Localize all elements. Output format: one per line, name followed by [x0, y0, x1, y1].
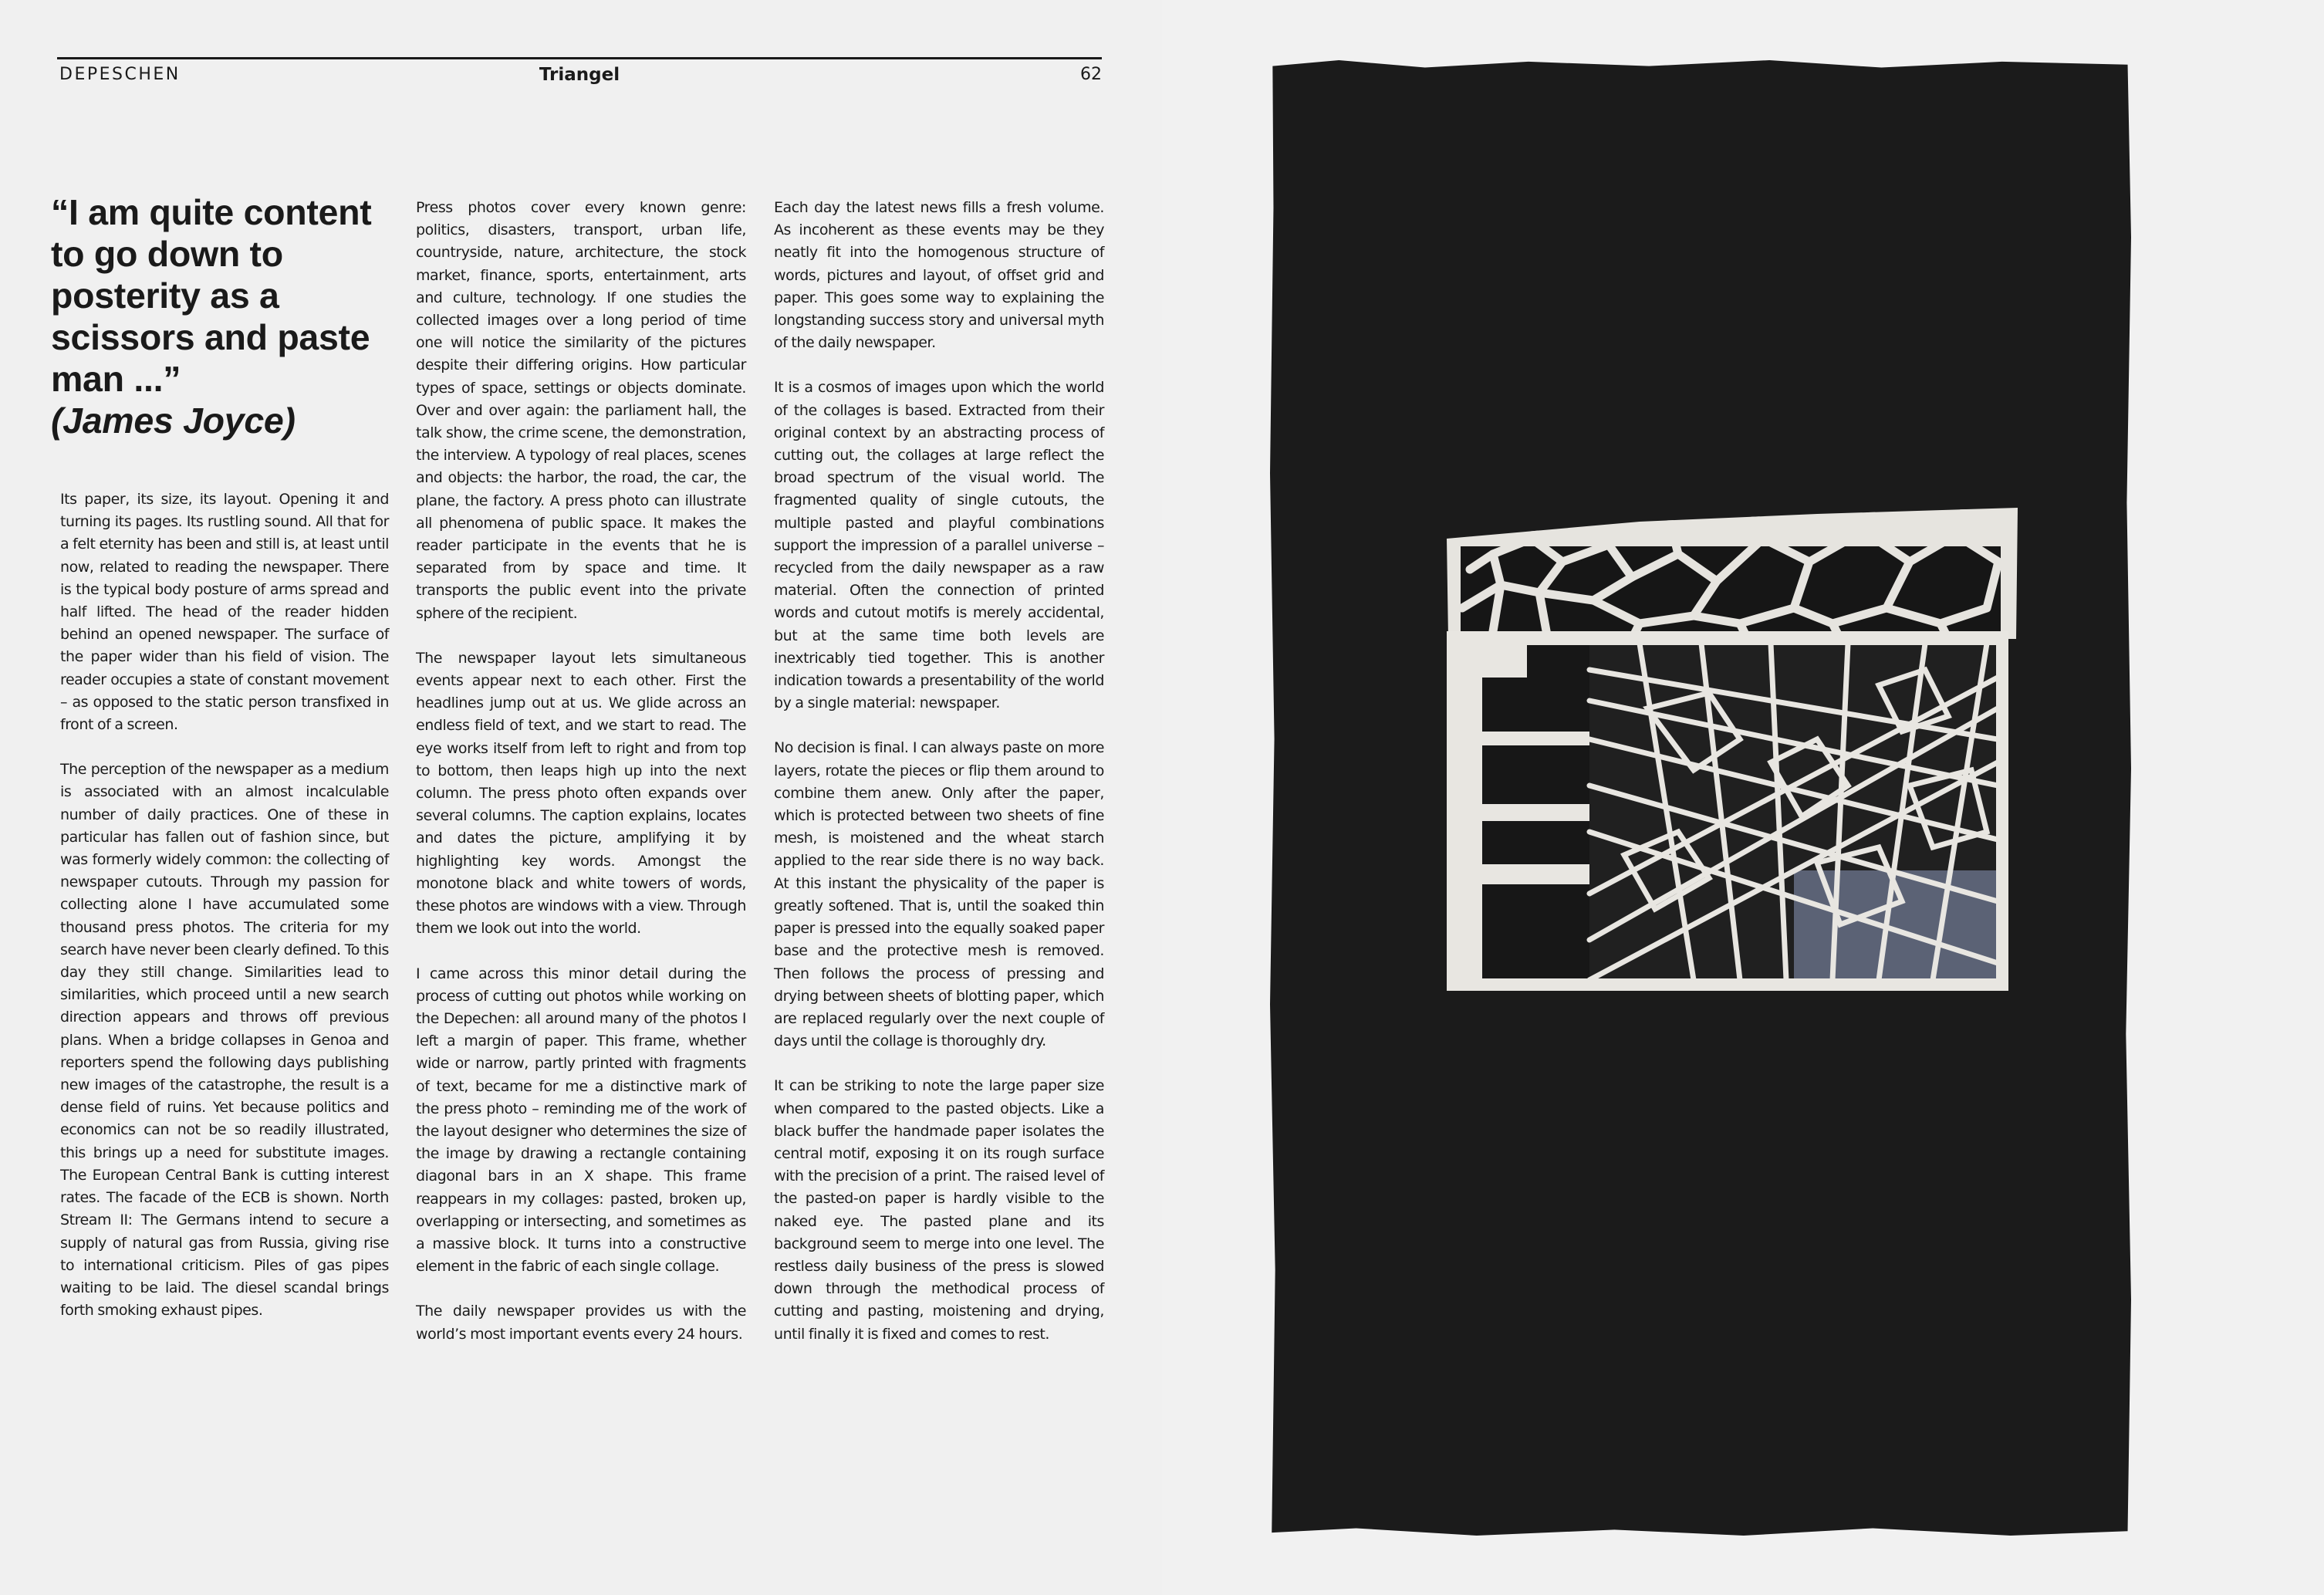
text-column-2	[416, 197, 746, 1346]
text-column-3	[774, 197, 1104, 1346]
page-number: 62	[1080, 65, 1102, 84]
paragraph: The daily newspaper provides us with the world’s most important events every 24 hours.	[416, 1303, 746, 1343]
paragraph: The perception of the newspaper as a medium is associated with an almost incalculable number of daily practices. One of these in particular has fallen out of fashion since, but was formerly widely common: the collecting of newspaper cutouts. Through my passion for collecting alone I have accumulated some thousand press photos. The criteria for my search have never been clearly defined. To this day they still change. Similarities lead to similarities, which proceed until a new search direction appears and throws off previous plans. When a bridge collapses in Genoa and reporters spend the following days publishing new images of the catastrophe, the result is a dense field of ruins. Yet because politics and economics can not be so readily illustrated, this brings up a need for substitute images. The European Central Bank is cutting interest rates. The facade of the ECB is shown. North Stream II: The Germans intend to secure a supply of natural gas from Russia, giving rise to international criticism. Piles of gas pipes waiting to be laid. The diesel scandal brings forth smoking exhaust pipes.	[60, 761, 389, 1320]
paragraph: The newspaper layout lets simultaneous events appear next to each other. First the headlines jump out at us. We glide across an endless field of text, and we start to read. The eye works itself from left to right and from top to bottom, then leaps high up into the next column. The press photo often expands over several columns. The caption explains, locates and dates the picture, amplifying it by highlighting key words. Amongst the monotone black and white towers of words, these photos are windows with a view. Through them we look out into the world.	[416, 649, 746, 938]
quote-author: (James Joyce)	[51, 400, 296, 441]
section-name: DEPESCHEN	[59, 65, 181, 84]
collage-artwork	[1447, 508, 2018, 991]
paragraph: Each day the latest news fills a fresh volume. As incoherent as these events may be they neatly fit into the homogenous structure of words, pictures and layout, of offset grid and paper. This goes some way to explaining the longstanding success story and universal myth of the daily newspaper.	[774, 199, 1104, 352]
paragraph: It can be striking to note the large paper size when compared to the pasted objects. Like a black buffer the handmade paper isolates the central motif, exposing it on its rough surface with the precision of a print. The raised level of the pasted-on paper is hardly visible to the naked eye. The pasted plane and its background seem to merge into one level. The restless daily business of the press is slowed down through the methodical process of cutting and pasting, moistening and drying, until finally it is fixed and comes to rest.	[774, 1077, 1104, 1343]
article-title: Triangel	[539, 65, 620, 85]
paragraph: Press photos cover every known genre: politics, disasters, transport, urban life, countryside, nature, architecture, the stock market, finance, sports, entertainment, arts and culture, technology. If one studies the collected images over a long period of time one will notice the similarity of the pictures despite their differing origins. How particular types of space, settings or objects dominate. Over and over again: the parliament hall, the talk show, the crime scene, the demonstration, the interview. A typology of real places, scenes and objects: the harbor, the road, the car, the plane, the factory. A press photo can illustrate all phenomena of public space. It makes the reader participate in the events that he is separated from by space and time. It transports the public event into the private sphere of the recipient.	[416, 199, 746, 622]
paragraph: No decision is final. I can always paste on more layers, rotate the pieces or flip them around to combine them anew. Only after the paper, which is protected between two sheets of fine mesh, is moistened and the wheat starch applied to the rear side there is no way back. At this instant the physicality of the paper is greatly softened. That is, until the soaked thin paper is pressed into the equally soaked paper base and the protective mesh is removed. Then follows the process of pressing and drying between sheets of blotting paper, which are replaced regularly over the next couple of days until the collage is thoroughly dry.	[774, 739, 1104, 1050]
paragraph: I came across this minor detail during the process of cutting out photos while working on the Depechen: all around many of the photos I left a margin of paper. This frame, whether wide or narrow, partly printed with fragments of text, became for me a distinctive mark of the press photo – reminding me of the work of the layout designer who determines the size of the image by drawing a rectangle containing diagonal bars in an X shape. This frame reappears in my collages: pasted, broken up, overlapping or intersecting, and sometimes as a massive block. It turns into a constructive element in the fabric of each single collage.	[416, 965, 746, 1276]
quote-text: “I am quite content to go down to posterity as a scissors and paste man ...”	[51, 192, 372, 399]
paragraph: It is a cosmos of images upon which the world of the collages is based. Extracted from their original context by an abstracting process of cutting out, the collages at large reflect the broad spectrum of the visual world. The fragmented quality of single cutouts, the multiple pasted and playful combinations support the impression of a parallel universe – recycled from the daily newspaper as a raw material. Often the connection of printed words and cutout motifs is merely accidental, but at the same time both levels are inextricably tied together. This is another indication towards a presentability of the world by a single material: newspaper.	[774, 379, 1104, 712]
paragraph: Its paper, its size, its layout. Opening it and turning its pages. Its rustling sound. All that for a felt eternity has been and still is, at least until now, related to reading the newspaper. There is the typical body posture of arms spread and half lifted. The head of the reader hidden behind an opened newspaper. The surface of the paper wider than his field of vision. The reader occupies a state of constant movement – as opposed to the static person transfixed in front of a screen.	[60, 491, 389, 734]
pull-quote	[51, 191, 406, 441]
text-column-1	[60, 488, 389, 1322]
header-rule	[57, 57, 1102, 59]
back-cutout	[1447, 508, 2018, 639]
running-header	[57, 65, 1102, 88]
front-cutout	[1447, 631, 2008, 991]
